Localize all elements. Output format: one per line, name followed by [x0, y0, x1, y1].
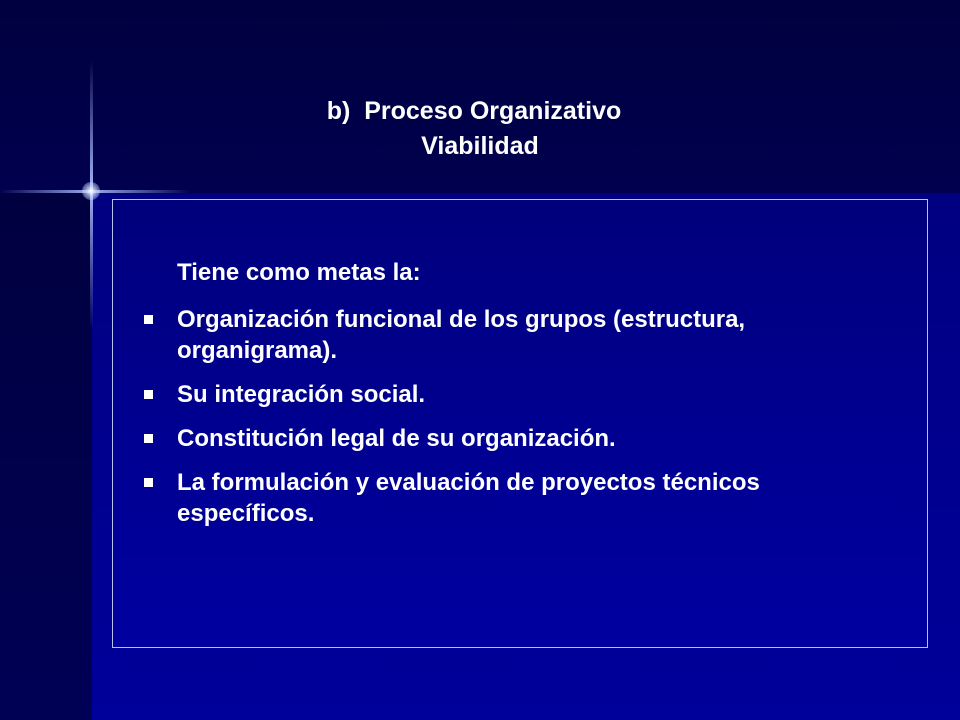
bullet-list: [141, 304, 901, 542]
slide-title: [0, 94, 960, 164]
title-line-2: Viabilidad: [421, 132, 539, 160]
list-item-text: Organización funcional de los grupos (estructura, organigrama).: [177, 306, 746, 364]
title-line-1: b) Proceso Organizativo: [326, 97, 622, 125]
list-item-text: Su integración social.: [177, 381, 426, 408]
square-bullet-icon: [144, 315, 153, 324]
left-band: [0, 193, 92, 720]
list-item: [141, 379, 901, 410]
list-item-text: La formulación y evaluación de proyectos técnicos específicos.: [177, 469, 760, 527]
list-item: [141, 467, 901, 529]
intro-text: Tiene como metas la:: [177, 259, 421, 286]
square-bullet-icon: [144, 434, 153, 443]
list-item: [141, 423, 901, 454]
sparkle-icon: [82, 182, 100, 200]
content-box: [112, 199, 928, 648]
list-item: [141, 304, 901, 366]
square-bullet-icon: [144, 390, 153, 399]
list-item-text: Constitución legal de su organización.: [177, 425, 616, 452]
square-bullet-icon: [144, 478, 153, 487]
